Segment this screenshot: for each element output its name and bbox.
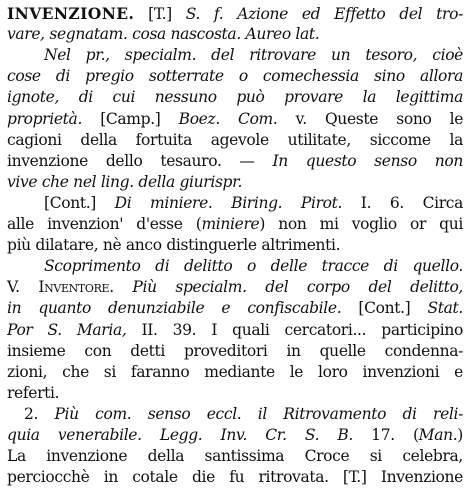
body-text: invenzione dello tesauro. — [7, 151, 273, 170]
headword: INVENZIONE. [7, 4, 135, 23]
body-text: ) [457, 426, 463, 444]
body-text: v. Queste sono le [277, 109, 464, 128]
entry-line-21 [7, 425, 463, 446]
entry-line-3 [44, 45, 463, 66]
entry-line-9 [7, 172, 242, 193]
body-text: I. 6. Circa [342, 193, 463, 212]
body-text: [Camp.] [82, 109, 179, 128]
italic-text: Nel pr., specialm. del ritrovare un tesoro, cioè [44, 46, 463, 65]
entry-line-11 [7, 214, 463, 235]
entry-line-5 [7, 87, 463, 108]
italic-text: vare, segnatam. cosa nascosta. Aureo lat. [7, 25, 320, 44]
italic-text: Boez. Com. [178, 109, 278, 128]
cross-reference: Inventore [38, 278, 110, 297]
italic-text: Di miniere. Biring. Pirot. [114, 193, 343, 212]
italic-text: proprietà. [7, 109, 83, 128]
entry-line-23 [7, 467, 463, 488]
entry-line-8 [7, 151, 463, 172]
body-text: zioni, che si faranno mediante le loro invenzioni e [7, 362, 463, 381]
entry-line-20 [24, 404, 463, 425]
entry-line-17 [7, 341, 463, 362]
entry-line-7 [7, 130, 463, 151]
body-text: II. 39. I quali cercatori... participino [126, 320, 463, 339]
body-text: V. [7, 278, 39, 297]
italic-text: Man. [418, 426, 458, 444]
italic-text: Più com. senso eccl. il Ritrovamento di reli- [54, 404, 463, 423]
entry-line-13 [44, 256, 463, 277]
entry-line-22 [7, 446, 463, 467]
entry-line-10 [44, 193, 463, 214]
italic-text: S. f. Azione ed Effetto del tro- [185, 5, 463, 23]
body-text: più dilatare, nè anco distinguerle altrimenti. [7, 236, 341, 255]
italic-text: Più specialm. del corpo del delitto, [132, 278, 464, 297]
italic-text: In questo senso non [272, 151, 463, 170]
body-text: perciocchè in cotale die fu ritrovata. [T.] Invenzione [7, 468, 463, 487]
body-text: [Cont.] [341, 299, 428, 318]
italic-text: miniere [201, 215, 260, 233]
italic-text: quia venerabile. Legg. Inv. Cr. S. B. [7, 426, 353, 444]
entry-line-16 [7, 320, 463, 341]
body-text: 17. ( [353, 426, 419, 444]
body-text: 2. [24, 404, 55, 423]
entry-line-19 [7, 383, 59, 404]
body-text: referti. [7, 383, 60, 402]
italic-text: vive che nel ling. della giurispr. [7, 172, 243, 191]
entry-line-1 [7, 3, 463, 24]
body-text: ) non mi voglio or qui [259, 215, 463, 233]
entry-line-18 [7, 362, 463, 383]
entry-line-6 [7, 109, 463, 130]
body-text: insieme con detti proveditori in quelle condenna- [7, 341, 463, 360]
dictionary-entry [7, 3, 463, 491]
italic-text: cose di pregio sotterrate o comechessia sino allora [7, 67, 463, 86]
body-text: alle invenzion' d'esse ( [7, 215, 202, 233]
body-text: cagioni della fortuita agevole utilitate, siccome la [7, 130, 463, 149]
italic-text: Por S. Maria, [7, 320, 127, 339]
body-text: La invenzione della santissima Croce si celebra, [7, 447, 463, 466]
italic-text: Stat. [427, 299, 463, 318]
body-text: . [109, 278, 133, 297]
entry-line-15 [7, 298, 463, 319]
body-text: [Cont.] [44, 193, 115, 212]
entry-line-12 [7, 235, 340, 256]
body-text: [T.] [134, 5, 186, 23]
entry-line-14 [7, 277, 463, 298]
entry-line-4 [7, 66, 463, 87]
italic-text: in quanto denunziabile e confiscabile. [7, 299, 342, 318]
italic-text: ignote, di cui nessuno può provare la legittima [7, 88, 463, 107]
entry-line-2 [7, 24, 319, 45]
italic-text: Scoprimento di delitto o delle tracce di quello. [44, 257, 463, 276]
